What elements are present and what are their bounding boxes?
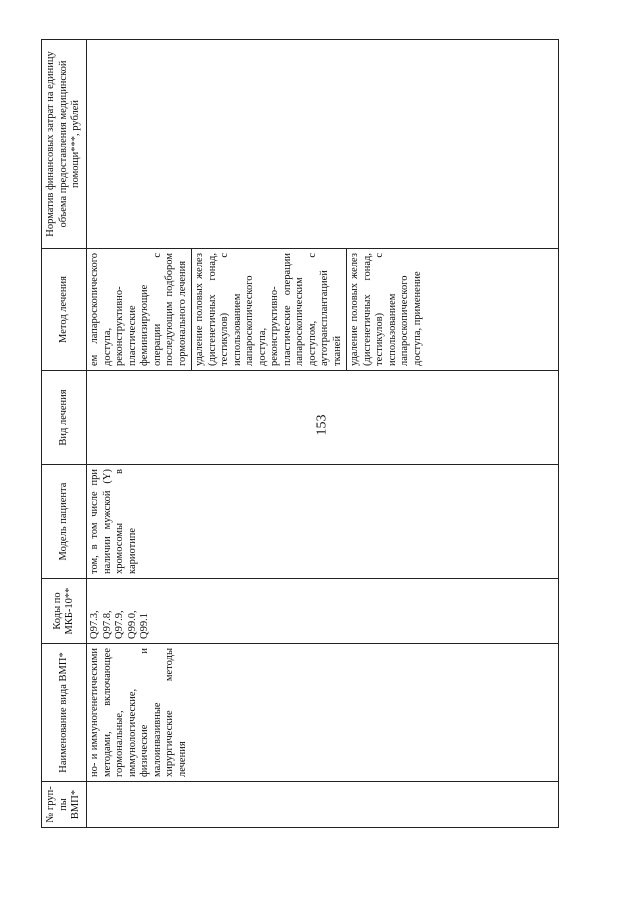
header-group-number: № груп-пы ВМП* — [42, 782, 87, 828]
page-number: 153 — [314, 414, 330, 436]
cell-vmp-name: но- и иммуногенетическими методами, включающее гормональные, иммунологические, физические и малоинвазивные хирургические методы лечения — [87, 644, 559, 782]
header-treatment-type: Вид лечения — [42, 371, 87, 465]
vmp-table — [41, 39, 559, 828]
method-item: удаление половых желез (дисгенетичных гонад, тестикулов) с использованием лапароскопического доступа, реконструктивно-пластические операции лапароскопическим доступом, с аутотрансплантацией тканей — [191, 249, 346, 370]
header-vmp-name: Наименование вида ВМП* — [42, 644, 87, 782]
table-header-row — [42, 40, 87, 828]
cell-group-number — [87, 782, 559, 828]
header-patient-model: Модель пациента — [42, 465, 87, 579]
header-cost-norm: Норматив финансовых затрат на единицу объема предоставления медицинской помощи***, рублей — [42, 40, 87, 249]
table-row — [87, 40, 559, 828]
cell-cost-norm — [87, 40, 559, 249]
header-treatment-method: Метод лечения — [42, 249, 87, 371]
method-item: удаление половых желез (дисгенетичных гонад, тестикулов) с использованием лапароскопического доступа, применение — [346, 249, 426, 370]
method-item: ем лапароскопического доступа, реконструктивно-пластические феминизирующие операции с последующим подбором гормонального лечения — [89, 253, 188, 366]
header-icd-codes: Коды по МКБ-10** — [42, 579, 87, 644]
cell-treatment-method — [87, 249, 559, 371]
cell-patient-model: том, в том числе при наличии мужской (Y) хромосомы в кариотипе — [87, 465, 559, 579]
cell-icd-codes: Q97.3, Q97.8, Q97.9, Q99.0, Q99.1 — [87, 579, 559, 644]
cell-treatment-type — [87, 371, 559, 465]
rotated-table-sheet — [41, 40, 559, 828]
